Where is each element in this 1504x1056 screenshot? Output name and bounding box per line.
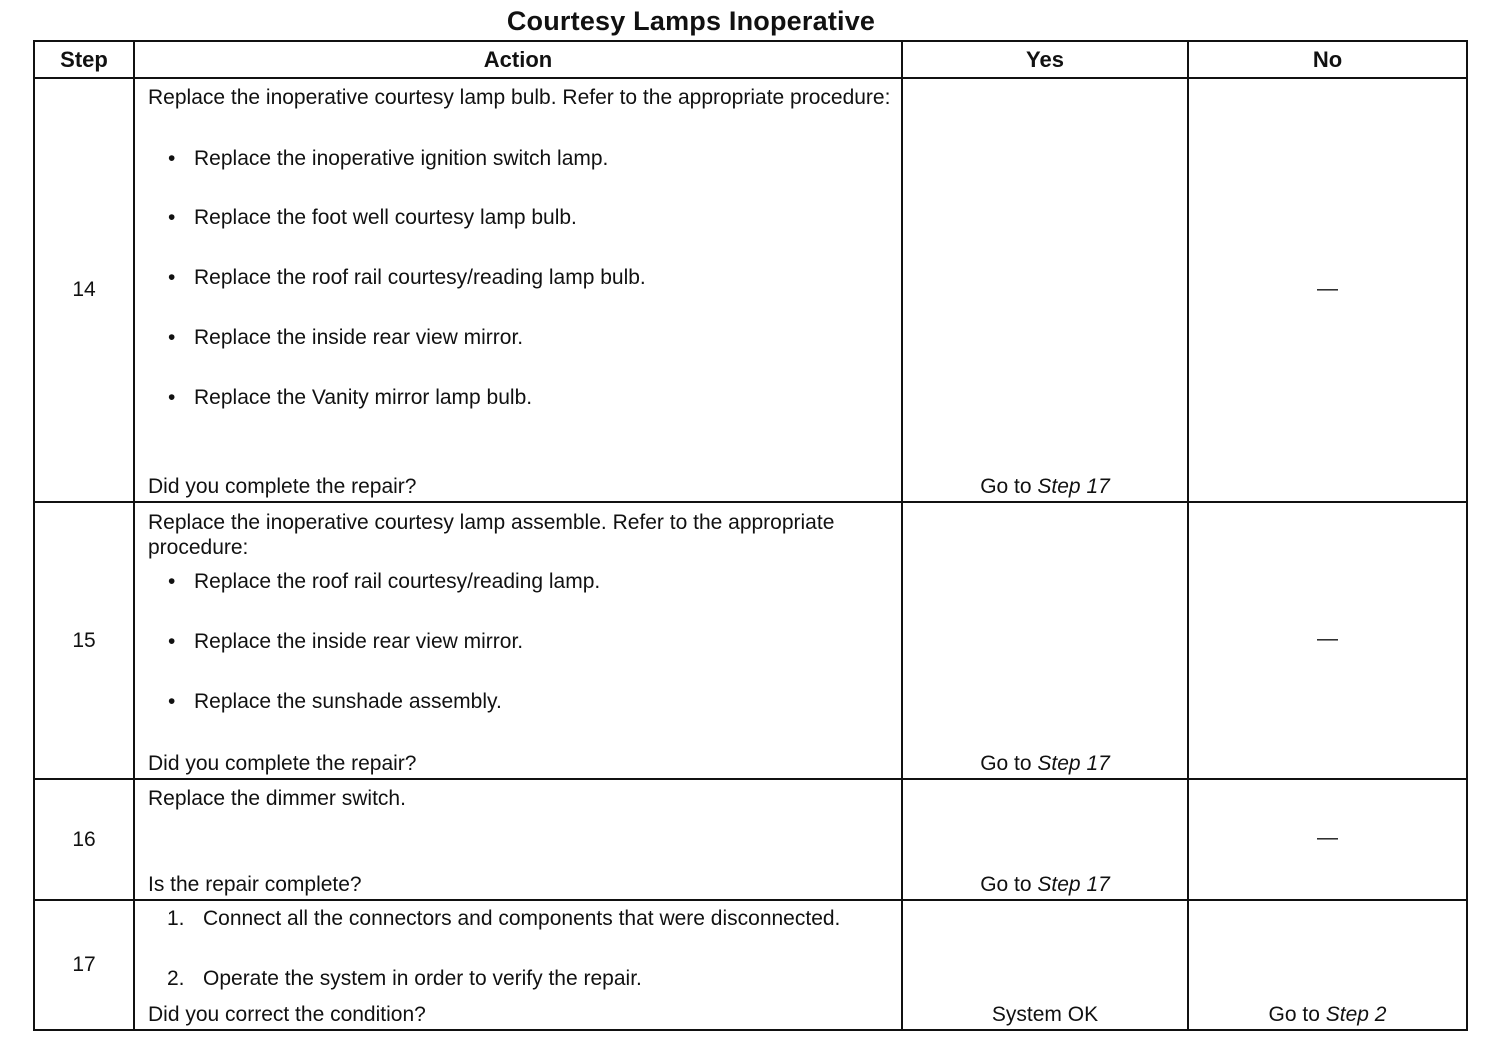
action-intro: Replace the inoperative courtesy lamp bulb. Refer to the appropriate procedure: (148, 86, 891, 109)
step-number: 15 (34, 502, 134, 779)
step-number: 14 (34, 78, 134, 502)
action-bullet: • Replace the Vanity mirror lamp bulb. (170, 385, 891, 410)
action-bullet: • Replace the sunshade assembly. (170, 689, 891, 714)
no-result: — (1317, 826, 1338, 849)
action-intro: Replace the dimmer switch. (148, 787, 406, 810)
action-intro: Replace the inoperative courtesy lamp assemble. Refer to the appropriate procedure: (148, 511, 835, 559)
header-step: Step (34, 41, 134, 78)
table-row (34, 502, 1467, 779)
action-bullet: • Replace the inside rear view mirror. (170, 325, 891, 350)
no-cell (1188, 900, 1467, 1030)
no-result: Go to Step 2 (1268, 1003, 1387, 1026)
item-text: Connect all the connectors and components that were disconnected. (203, 907, 841, 930)
no-cell (1188, 779, 1467, 900)
step-number: 17 (34, 900, 134, 1030)
action-cell (134, 900, 902, 1030)
yes-result: System OK (991, 1003, 1099, 1026)
step-link: Step 2 (1325, 1003, 1387, 1026)
diagnostic-table (33, 40, 1468, 1031)
item-text: Operate the system in order to verify the repair. (203, 967, 642, 990)
no-cell (1188, 78, 1467, 502)
step-link: Step 17 (1037, 752, 1110, 775)
table-row (34, 900, 1467, 1030)
yes-result: Go to Step 17 (980, 873, 1110, 896)
step-number: 16 (34, 779, 134, 900)
yes-result: Go to Step 17 (980, 752, 1110, 775)
action-cell (134, 502, 902, 779)
action-bullet: • Replace the inside rear view mirror. (170, 629, 891, 654)
action-question: Is the repair complete? (148, 873, 362, 896)
header-row (34, 41, 1467, 78)
no-cell (1188, 502, 1467, 779)
numbered-item (167, 906, 891, 931)
action-question: Did you correct the condition? (148, 1003, 426, 1026)
action-bullet: • Replace the foot well courtesy lamp bulb. (170, 205, 891, 230)
no-result: — (1317, 277, 1338, 300)
yes-cell (902, 78, 1188, 502)
action-bullet: • Replace the inoperative ignition switch lamp. (170, 146, 891, 171)
table-row (34, 779, 1467, 900)
no-result: — (1317, 627, 1338, 650)
header-no: No (1188, 41, 1467, 78)
action-question: Did you complete the repair? (148, 752, 417, 775)
action-question: Did you complete the repair? (148, 475, 417, 498)
action-cell (134, 78, 902, 502)
yes-cell (902, 779, 1188, 900)
page-title: Courtesy Lamps Inoperative (506, 6, 876, 36)
yes-result: Go to Step 17 (980, 475, 1110, 498)
item-number: 1. (167, 907, 185, 930)
step-link: Step 17 (1037, 475, 1110, 498)
numbered-item (167, 966, 891, 991)
action-bullet: • Replace the roof rail courtesy/reading lamp. (170, 569, 891, 594)
yes-cell (902, 900, 1188, 1030)
table-row (34, 78, 1467, 502)
header-action: Action (134, 41, 902, 78)
action-bullet: • Replace the roof rail courtesy/reading lamp bulb. (170, 265, 891, 290)
yes-cell (902, 502, 1188, 779)
item-number: 2. (167, 967, 185, 990)
step-link: Step 17 (1037, 873, 1110, 896)
header-yes: Yes (902, 41, 1188, 78)
action-cell (134, 779, 902, 900)
